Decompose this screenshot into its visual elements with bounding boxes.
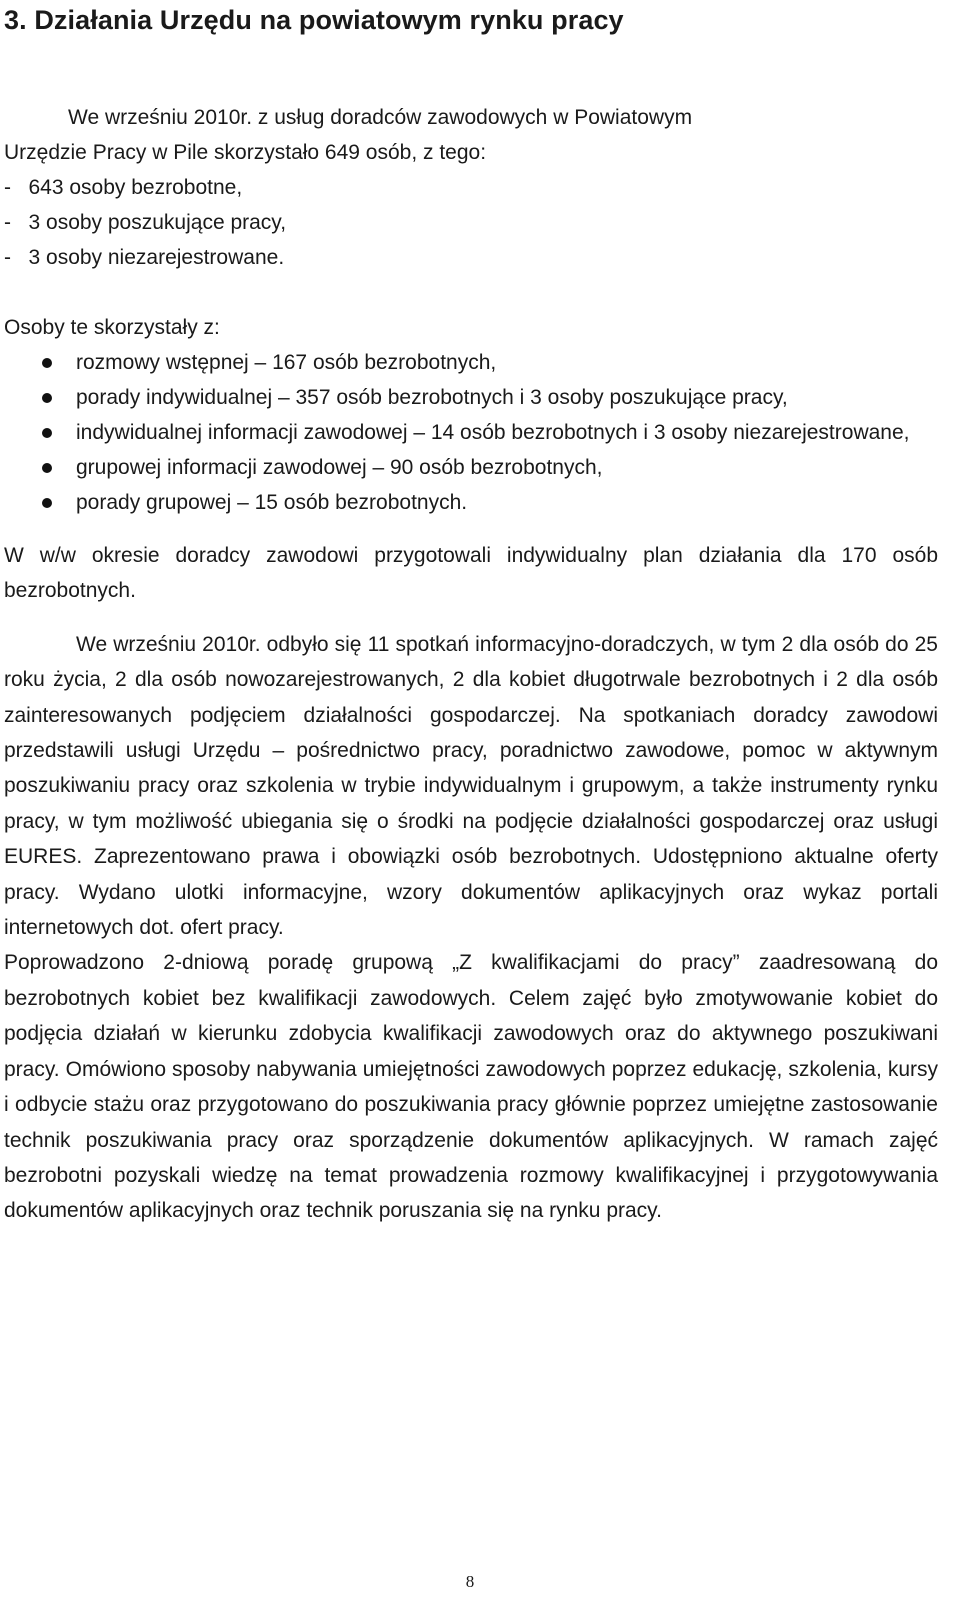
list-item-text: porady grupowej – 15 osób bezrobotnych. <box>76 491 468 514</box>
bullet-icon <box>42 393 52 403</box>
list-item-text: indywidualnej informacji zawodowej – 14 osób bezrobotnych i 3 osoby niezarejestrowane, <box>76 421 910 444</box>
list-item-text: porady indywidualnej – 357 osób bezrobotnych i 3 osoby poszukujące pracy, <box>76 386 788 409</box>
services-list <box>4 345 938 520</box>
plan-paragraph: W w/w okresie doradcy zawodowi przygotowali indywidualny plan działania dla 170 osób bezrobotnych. <box>4 544 938 603</box>
list-item <box>4 415 938 450</box>
list-item-text: rozmowy wstępnej – 167 osób bezrobotnych, <box>76 351 497 374</box>
document-body <box>4 0 938 1229</box>
services-lead: Osoby te skorzystały z: <box>4 316 220 339</box>
list-item <box>4 345 938 380</box>
intro-list-item: - 3 osoby niezarejestrowane. <box>4 246 285 269</box>
bullet-icon <box>42 498 52 508</box>
meetings-paragraph: We wrześniu 2010r. odbyło się 11 spotkań informacyjno-doradczych, w tym 2 dla osób do 25 roku życia, 2 dla osób nowozarejestrowanych, 2 dla kobiet długotrwale bezrobotnych i 2 dla osób zainteresowanych podjęciem działalności gospodarczej. Na spotkaniach doradcy zawodowi przedstawili usługi Urzędu – pośrednictwo pracy, poradnictwo zawodowe, pomoc w aktywnym poszukiwaniu pracy oraz szkolenia w trybie indywidualnym i grupowym, a także instrumenty rynku pracy, w tym możliwość ubiegania się o środki na podjęcie działalności gospodarczej oraz usługi EURES. Zaprezentowano prawa i obowiązki osób bezrobotnych. Udostępniono aktualne oferty pracy. Wydano ulotki informacyjne, wzory dokumentów aplikacyjnych oraz wykaz portali internetowych dot. ofert pracy. <box>4 632 938 940</box>
list-item <box>4 380 938 415</box>
list-item-text: grupowej informacji zawodowej – 90 osób bezrobotnych, <box>76 456 603 479</box>
services-section <box>4 310 938 520</box>
intro-section <box>4 100 938 275</box>
bullet-icon <box>42 358 52 368</box>
section-heading: 3. Działania Urzędu na powiatowym rynku pracy <box>4 5 624 35</box>
intro-list-item: - 643 osoby bezrobotne, <box>4 176 243 199</box>
list-item <box>4 450 938 485</box>
page-number: 8 <box>465 1572 475 1591</box>
list-item <box>4 485 938 520</box>
bullet-icon <box>42 428 52 438</box>
bullet-icon <box>42 463 52 473</box>
intro-line-2: Urzędzie Pracy w Pile skorzystało 649 osób, z tego: <box>4 141 487 164</box>
intro-list-item: - 3 osoby poszukujące pracy, <box>4 211 287 234</box>
group-advice-paragraph: Poprowadzono 2-dniową poradę grupową „Z kwalifikacjami do pracy” zaadresowaną do bezrobotnych kobiet bez kwalifikacji zawodowych. Celem zajęć było zmotywowanie kobiet do podjęcia działań w kierunku zdobycia kwalifikacji zawodowych oraz do aktywnego poszukiwani pracy. Omówiono sposoby nabywania umiejętności zawodowych poprzez edukację, szkolenia, kursy i odbycie stażu oraz przygotowano do poszukiwania pracy głównie poprzez umiejętne zastosowanie technik poszukiwania pracy oraz sporządzenie dokumentów aplikacyjnych. W ramach zajęć bezrobotni pozyskali wiedzę na temat prowadzenia rozmowy kwalifikacyjnej i przygotowywania dokumentów aplikacyjnych oraz technik poruszania się na rynku pracy. <box>4 951 938 1223</box>
intro-line-1: We wrześniu 2010r. z usług doradców zawodowych w Powiatowym <box>68 106 693 129</box>
